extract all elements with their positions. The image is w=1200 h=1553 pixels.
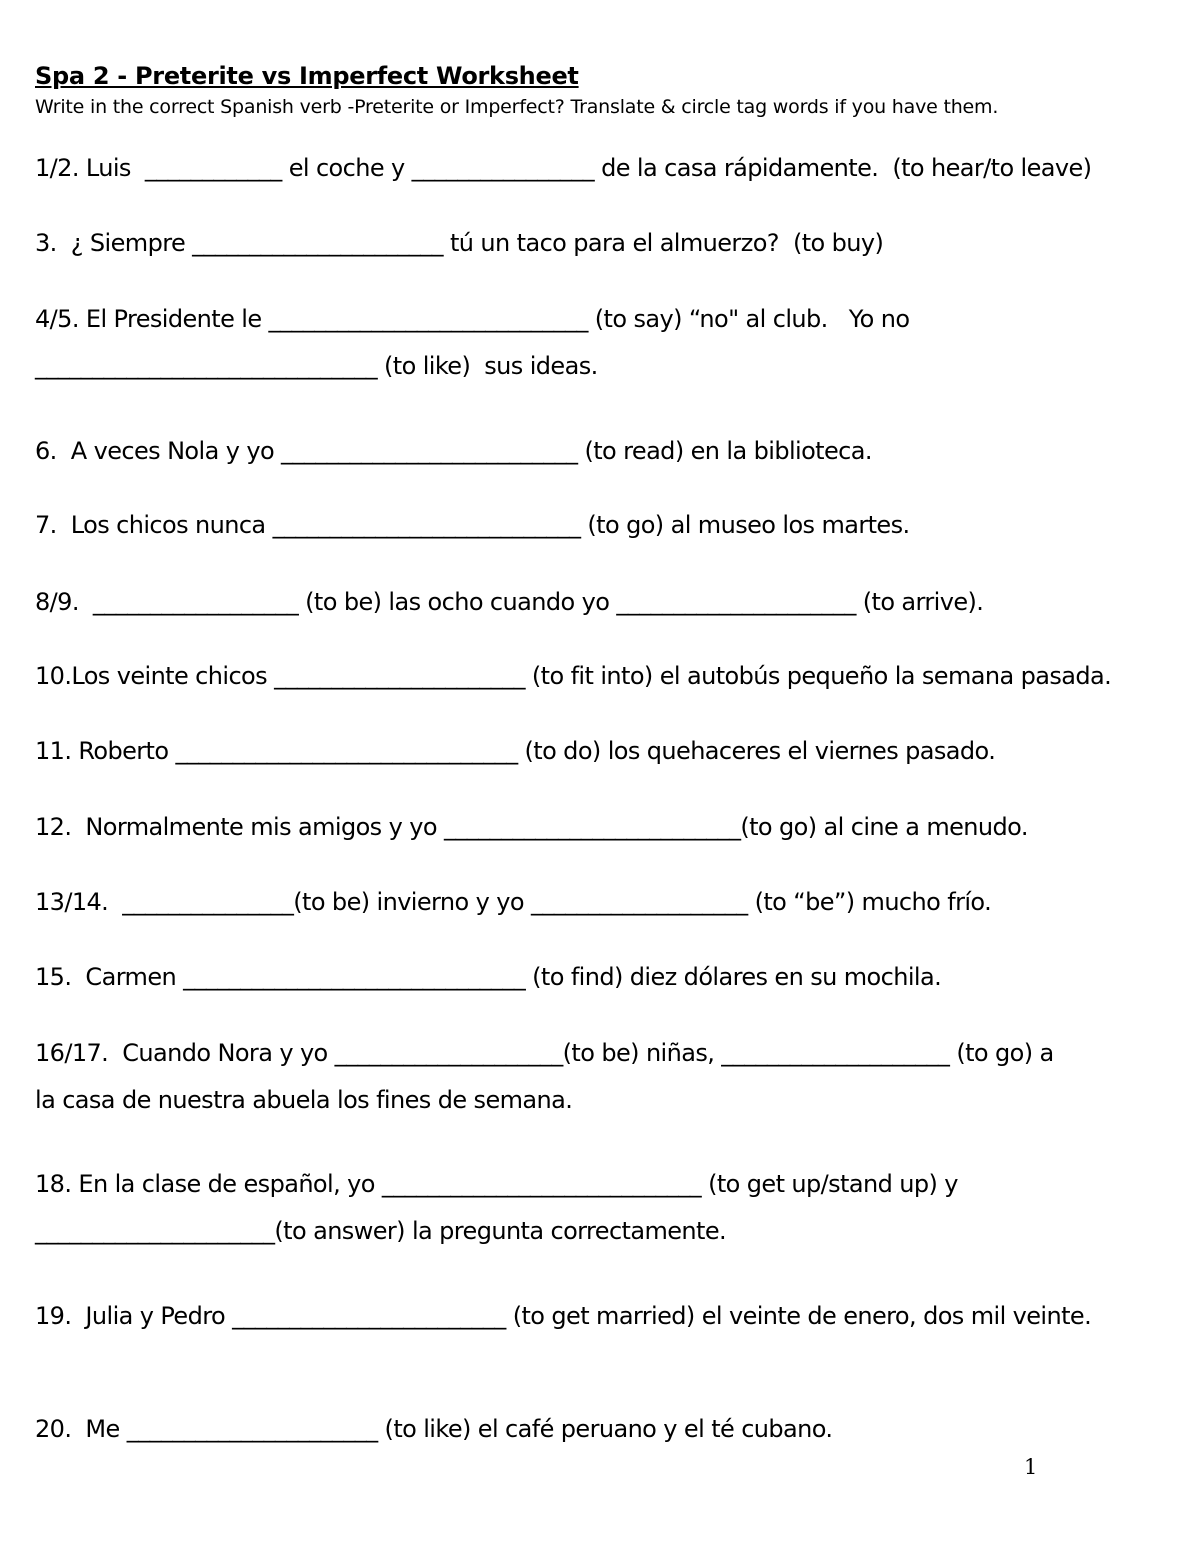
worksheet-instructions: Write in the correct Spanish verb -Preterite or Imperfect? Translate & circle tag words if you have them. (35, 96, 999, 118)
question-18: 18. En la clase de español, yo ____________________________ (to get up/stand up) y (35, 1170, 958, 1198)
question-4-5-continued: ______________________________ (to like) sus ideas. (35, 352, 598, 380)
question-10: 10.Los veinte chicos ______________________ (to fit into) el autobús pequeño la semana pasada. (35, 662, 1112, 690)
question-16-17: 16/17. Cuando Nora y yo ____________________(to be) niñas, ____________________ (to go) a (35, 1039, 1054, 1067)
question-11: 11. Roberto ______________________________ (to do) los quehaceres el viernes pasado. (35, 737, 996, 765)
question-6: 6. A veces Nola y yo __________________________ (to read) en la biblioteca. (35, 437, 872, 465)
question-13-14: 13/14. _______________(to be) invierno y yo ___________________ (to “be”) mucho frío. (35, 888, 992, 916)
question-20: 20. Me ______________________ (to like) el café peruano y el té cubano. (35, 1415, 833, 1443)
question-7: 7. Los chicos nunca ___________________________ (to go) al museo los martes. (35, 511, 910, 539)
question-8-9: 8/9. __________________ (to be) las ocho cuando yo _____________________ (to arrive). (35, 588, 984, 616)
question-1-2: 1/2. Luis ____________ el coche y ________________ de la casa rápidamente. (to hear/to leave) (35, 154, 1092, 182)
question-3: 3. ¿ Siempre ______________________ tú un taco para el almuerzo? (to buy) (35, 229, 884, 257)
question-4-5: 4/5. El Presidente le ____________________________ (to say) “no" al club. Yo no (35, 305, 910, 333)
question-19: 19. Julia y Pedro ________________________ (to get married) el veinte de enero, dos mil veinte. (35, 1302, 1092, 1330)
question-18-continued: _____________________(to answer) la pregunta correctamente. (35, 1217, 727, 1245)
page-number: 1 (1024, 1455, 1038, 1479)
question-16-17-continued: la casa de nuestra abuela los fines de semana. (35, 1086, 573, 1114)
question-15: 15. Carmen ______________________________ (to find) diez dólares en su mochila. (35, 963, 942, 991)
worksheet-title: Spa 2 - Preterite vs Imperfect Worksheet (35, 62, 579, 90)
question-12: 12. Normalmente mis amigos y yo __________________________(to go) al cine a menudo. (35, 813, 1028, 841)
